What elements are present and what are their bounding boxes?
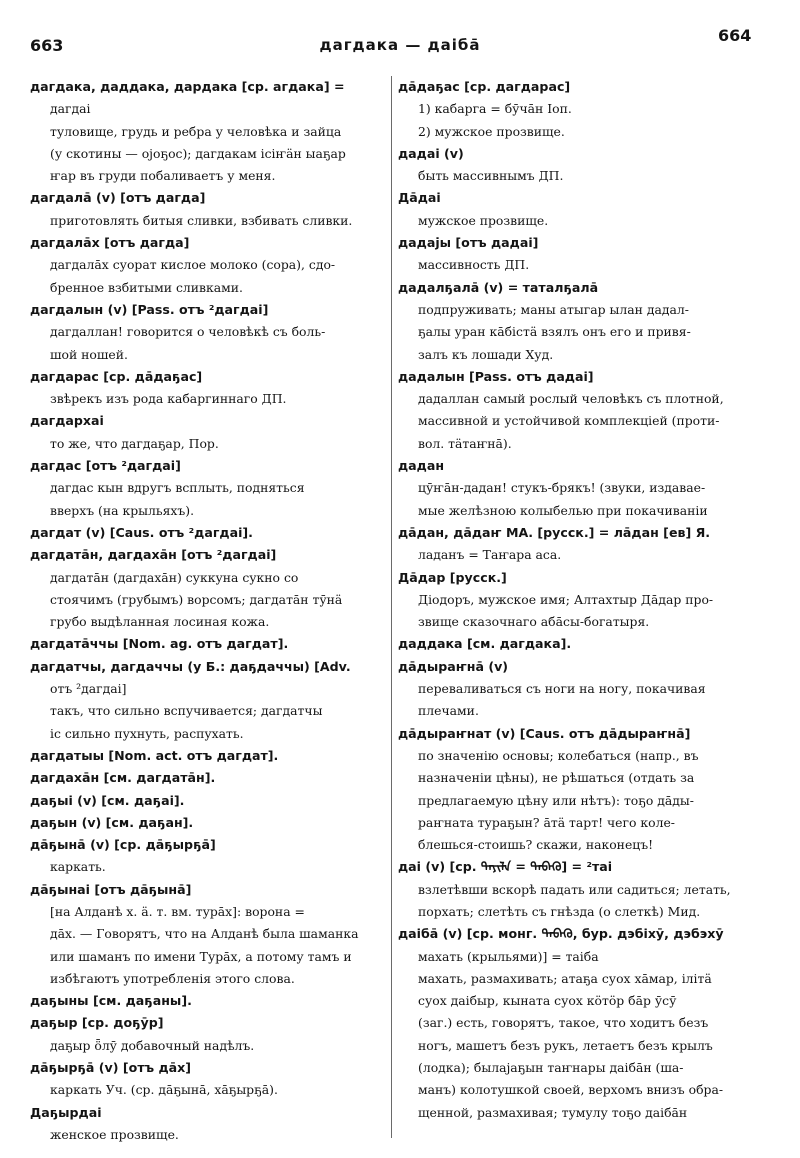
entry-headword-line: дагдала̄х [отъ дагда] — [30, 235, 190, 251]
entry-text-line: вверхъ (на крыльяхъ). — [50, 502, 195, 518]
entry-text-line: (заг.) есть, говорятъ, такое, что ходитъ безъ — [418, 1015, 709, 1031]
entry-text-line: вол. тӓтаҥна̄). — [418, 435, 512, 451]
entry-headword-line: Да̄дар [русск.] — [398, 569, 507, 585]
entry-text-line: мые желѣзною колыбелью при покачиваніи — [418, 502, 708, 518]
entry-text-line: ҥар въ груди побаливаетъ у меня. — [50, 168, 276, 184]
entry-headword-line: Да̄даi — [398, 190, 441, 206]
entry-text-line: [на Алданѣ х. ӓ. т. вм. тура̄х]: ворона = — [50, 903, 305, 919]
entry-headword-line: да̄дан, да̄даҥ МА. [русск.] = ла̄дан [ев] Я. — [398, 524, 711, 540]
entry-headword-line: даҕыi (v) [см. даҕаi]. — [30, 792, 185, 808]
entry-text-line: суох даiбыр, кыната суох кӧтӧр ба̄р ӯсӯ — [418, 993, 677, 1009]
entry-headword-line: даiба̄ (v) [ср. монг. ᠳᠡᠪᠡᠬᠦ, бур. дэбiхӯ, дэбэхӯ — [398, 926, 724, 942]
entry-text-line: массивной и устойчивой комплекціей (проти- — [418, 413, 720, 429]
entry-text-line: (у скотины — ојоҕос); дагдакам ісiҥӓн ыаҕар — [50, 145, 346, 161]
entry-headword-line: дагдарас [ср. да̄даҕас] — [30, 368, 203, 384]
entry-headword-line: Даҕырдаi — [30, 1104, 102, 1120]
entry-headword-line: дагдата̄н, дагдаха̄н [отъ ²дагдаi] — [30, 547, 277, 563]
entry-text-line: бренное взбитыми сливками. — [50, 279, 243, 295]
entry-text-line: шой ношей. — [50, 346, 128, 362]
entry-text-line: ладанъ = Таҥара аса. — [418, 547, 562, 563]
entry-text-line: дадаллан самый рослый человѣкъ съ плотной, — [418, 391, 724, 407]
entry-text-line: ҕалы уран ка̄бiстӓ взялъ онъ его и привя- — [418, 324, 691, 340]
left-page-number: 663 — [30, 36, 64, 55]
entry-headword-line: дадаi (v) — [398, 145, 464, 161]
right-page-number: 664 — [718, 26, 752, 45]
entry-text-line: назначеніи цѣны), не рѣшаться (отдать за — [418, 770, 695, 786]
entry-headword-line: да̄ҕырҕа̄ (v) [отъ да̄х] — [30, 1060, 192, 1076]
entry-headword-line: дагдалын (v) [Pass. отъ ²дагдаi] — [30, 301, 269, 317]
entry-text-line: 2) мужское прозвище. — [418, 123, 565, 139]
entry-headword-line: даддака [см. дагдака]. — [398, 636, 572, 652]
entry-text-line: приготовлять битыя сливки, взбивать сливки. — [50, 212, 353, 228]
entry-text-line: 1) кабарга = бӯча̄н Іоп. — [418, 101, 572, 117]
entry-text-line: ic сильно пухнуть, распухать. — [50, 725, 244, 741]
entry-text-line: каркать Уч. (ср. да̄ҕына̄, ха̄ҕырҕа̄). — [50, 1082, 278, 1098]
entry-headword-line: дагдархаi — [30, 413, 104, 429]
entry-headword-line: дагдас [отъ ²дагдаi] — [30, 458, 181, 474]
left-column — [30, 76, 384, 1146]
entry-text-line: ногъ, машетъ безъ рукъ, летаетъ безъ крылъ — [418, 1037, 713, 1053]
entry-text-line: такъ, что сильно вспучивается; дагдатчы — [50, 703, 323, 719]
page-header — [0, 24, 800, 56]
entry-text-line: по значенію основы; колебаться (напр., въ — [418, 747, 699, 763]
entry-headword-line: даҕыр [ср. доҕӯр] — [30, 1015, 164, 1031]
entry-headword-line: да̄дыраҥна̄ (v) — [398, 658, 509, 674]
entry-text-line: дагдала̄х суорат кислое молоко (сора), сдо- — [50, 257, 336, 273]
entry-text-line: залъ къ лошади Худ. — [418, 346, 554, 362]
entry-text-line: даҕыр ȫлӯ добавочный надѣлъ. — [50, 1037, 255, 1053]
entry-headword-line: дадајы [отъ дадаi] — [398, 235, 539, 251]
entry-headword-line: дагдаха̄н [см. дагдата̄н]. — [30, 770, 216, 786]
entry-text-line: быть массивнымъ ДП. — [418, 168, 564, 184]
entry-text-line: взлетѣвши вскорѣ падать или садиться; летать, — [418, 881, 731, 897]
entry-text-line: отъ ²дагдаi] — [50, 681, 127, 697]
entry-text-line: (лодка); былајаҕын таҥнары даiба̄н (ша- — [418, 1060, 684, 1076]
entry-headword-line: даҕын (v) [см. даҕан]. — [30, 814, 194, 830]
entry-headword-line: даҕыны [см. даҕаны]. — [30, 993, 192, 1009]
entry-text-line: подпруживать; маны атыгар ылан дадал- — [418, 301, 689, 317]
entry-text-line: мужское прозвище. — [418, 212, 549, 228]
entry-headword-line: да̄ҕына̄ (v) [ср. да̄ҕырҕа̄] — [30, 837, 216, 853]
right-column — [398, 76, 764, 1124]
entry-headword-line: да̄даҕас [ср. дагдарас] — [398, 79, 571, 94]
column-divider — [391, 76, 392, 1138]
entry-text-line: плечами. — [418, 703, 479, 719]
entry-headword-line: дагдатыы [Nom. act. отъ дагдат]. — [30, 747, 279, 763]
entry-text-line: грубо выдѣланная лосиная кожа. — [50, 614, 270, 630]
entry-text-line: переваливаться съ ноги на ногу, покачивая — [418, 681, 706, 697]
entry-text-line: дагдаi — [50, 101, 91, 117]
entry-text-line: махать (крыльями)] = таiба — [418, 948, 599, 964]
entry-headword-line: даi (v) [ср. ᠳᠠᠶᠢᠯᠠ = ᠳᠡᠪᠡᠬᠦ] = ²таi — [398, 859, 613, 875]
entry-text-line: массивность ДП. — [418, 257, 530, 273]
entry-headword-line: дагдатчы, дагдаччы (у Б.: даҕдаччы) [Adv. — [30, 658, 351, 674]
entry-text-line: стоячимъ (грубымъ) ворсомъ; дагдата̄н тӯнӓ — [50, 591, 343, 607]
entry-text-line: избѣгаютъ употребленія этого слова. — [50, 970, 295, 986]
entry-text-line: да̄х. — Говорятъ, что на Алданѣ была шаманка — [50, 926, 359, 942]
entry-text-line: дагдата̄н (дагдаха̄н) суккуна сукно со — [50, 569, 299, 585]
entry-headword-line: да̄ҕынаi [отъ да̄ҕына̄] — [30, 881, 192, 897]
entry-text-line: женское прозвище. — [50, 1126, 179, 1142]
entry-text-line: раҥната тураҕын? а̄тӓ тарт! чего коле- — [418, 814, 675, 830]
entry-text-line: блешься-стоишь? скажи, наконецъ! — [418, 837, 654, 853]
running-title: дагдака — даiба̄ — [319, 36, 481, 54]
entry-text-line: то же, что дагдаҕар, Пор. — [50, 435, 219, 451]
entry-headword-line: да̄дыраҥнат (v) [Caus. отъ да̄дыраҥна̄] — [398, 725, 691, 741]
entry-text-line: цӯҥа̄н-дадан! стукъ-брякъ! (звуки, издавае- — [418, 480, 706, 496]
entry-text-line: туловище, грудь и ребра у человѣка и зайца — [50, 123, 342, 139]
entry-text-line: каркать. — [50, 859, 106, 875]
entry-text-line: звѣрекъ изъ рода кабаргиннаго ДП. — [50, 391, 287, 407]
entry-headword-line: дагдат (v) [Caus. отъ ²дагдаi]. — [30, 524, 253, 540]
entry-text-line: дагдаллан! говорится о человѣкѣ съ боль- — [50, 324, 326, 340]
entry-headword-line: дадалҕала̄ (v) = таталҕала̄ — [398, 279, 599, 295]
entry-headword-line: дадалын [Pass. отъ дадаi] — [398, 368, 594, 384]
entry-text-line: манъ) колотушкой своей, верхомъ внизъ обра- — [418, 1082, 724, 1098]
entry-headword-line: дадан — [398, 458, 445, 474]
entry-text-line: щенной, размахивая; тумулу тоҕо даiба̄н — [418, 1104, 688, 1120]
entry-headword-line: дагдата̄ччы [Nom. ag. отъ дагдат]. — [30, 636, 289, 652]
entry-text-line: или шаманъ по имени Тура̄х, а потому тамъ и — [50, 948, 352, 964]
entry-text-line: звище сказочнаго аба̄сы-богатыря. — [418, 614, 650, 630]
entry-text-line: Діодоръ, мужское имя; Алтахтыр Да̄дар про- — [418, 591, 714, 607]
entry-text-line: порхать; слетѣть съ гнѣзда (о слеткѣ) Мид. — [418, 903, 701, 919]
entry-headword-line: дагдака, даддака, дардака [ср. агдака] = — [30, 79, 345, 94]
entry-text-line: предлагаемую цѣну или нѣтъ): тоҕо да̄ды- — [418, 792, 694, 808]
entry-headword-line: дагдала̄ (v) [отъ дагда] — [30, 190, 206, 206]
entry-text-line: дагдас кын вдругъ всплыть, подняться — [50, 480, 305, 496]
entry-text-line: махать, размахивать; атаҕа суох ха̄мар, iлiтӓ — [418, 970, 712, 986]
